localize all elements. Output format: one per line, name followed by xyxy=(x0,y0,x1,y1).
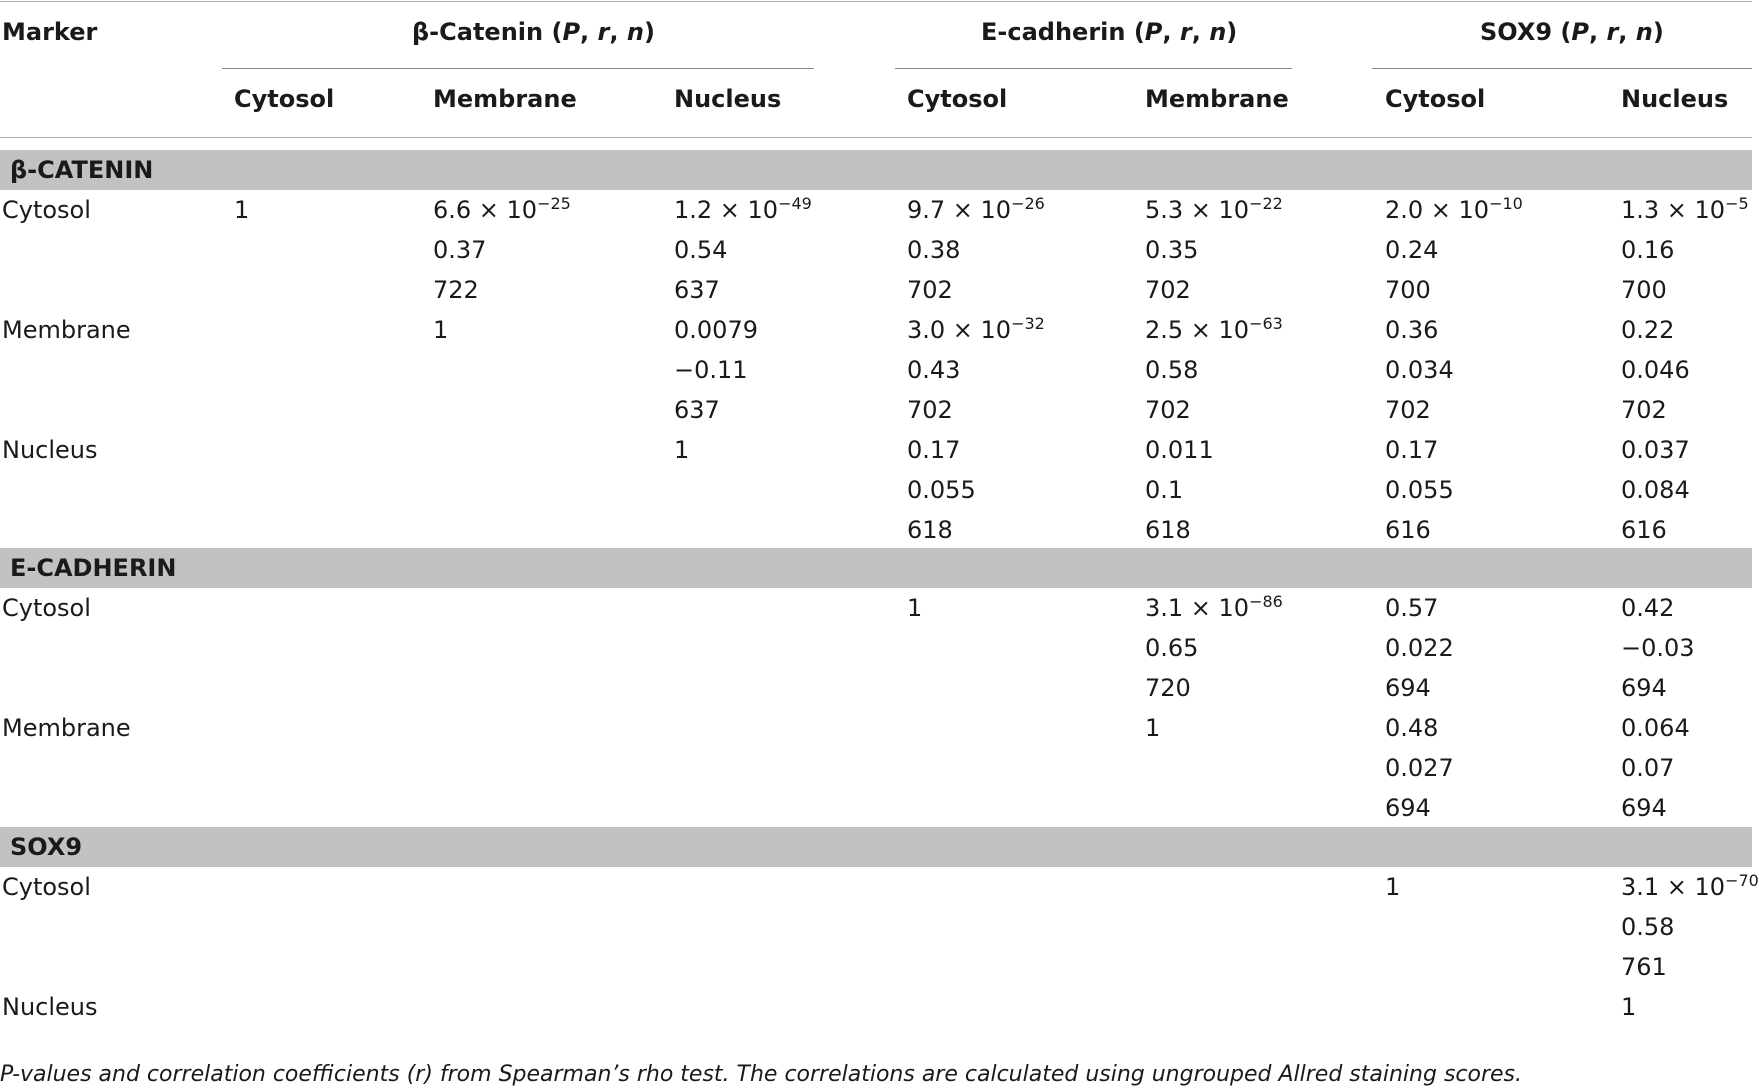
table-cell: 694 xyxy=(1385,794,1431,822)
row-label: Membrane xyxy=(2,316,131,344)
table-cell: 0.43 xyxy=(907,356,961,384)
table-cell: 1 xyxy=(907,594,923,622)
table-cell: 702 xyxy=(907,276,953,304)
table-cell xyxy=(1385,190,1523,230)
table-cell: 694 xyxy=(1385,674,1431,702)
p-value-mantissa: 3.0 × 10 xyxy=(907,316,1012,344)
p-value-mantissa: 3.1 × 10 xyxy=(1145,594,1250,622)
p-value-mantissa: 2.5 × 10 xyxy=(1145,316,1250,344)
table-cell xyxy=(433,190,571,230)
table-cell: 0.37 xyxy=(433,236,487,264)
p-value-mantissa: 3.1 × 10 xyxy=(1621,873,1726,901)
table-cell xyxy=(1145,588,1283,628)
section-band xyxy=(0,827,1752,867)
table-cell: 0.38 xyxy=(907,236,961,264)
table-cell: 0.07 xyxy=(1621,754,1675,782)
p-value-exponent: −32 xyxy=(1011,314,1045,333)
table-cell: 0.57 xyxy=(1385,594,1439,622)
row-label: Nucleus xyxy=(2,436,98,464)
subcolumn-header: Cytosol xyxy=(1385,85,1486,113)
group-stat: (P, r, n) xyxy=(1133,18,1238,46)
table-cell: 694 xyxy=(1621,794,1667,822)
table-top-rule xyxy=(0,1,1752,2)
group-stat: (P, r, n) xyxy=(551,18,655,46)
table-cell: 0.58 xyxy=(1145,356,1199,384)
table-cell xyxy=(674,190,812,230)
subcolumn-header: Nucleus xyxy=(1621,85,1729,113)
row-label: Membrane xyxy=(2,714,131,742)
p-value-mantissa: 5.3 × 10 xyxy=(1145,196,1250,224)
group-name: SOX9 xyxy=(1480,18,1553,46)
table-cell: 1 xyxy=(1621,993,1637,1021)
p-value-mantissa: 2.0 × 10 xyxy=(1385,196,1490,224)
table-cell: 0.42 xyxy=(1621,594,1675,622)
table-cell: 0.064 xyxy=(1621,714,1690,742)
subcolumn-header: Membrane xyxy=(1145,85,1289,113)
p-value-exponent: −22 xyxy=(1249,194,1283,213)
table-cell: 0.011 xyxy=(1145,436,1214,464)
table-cell: 700 xyxy=(1621,276,1667,304)
table-cell: 1 xyxy=(1145,714,1161,742)
group-header-sox9 xyxy=(1480,18,1664,46)
row-label: Cytosol xyxy=(2,873,91,901)
table-cell: 616 xyxy=(1385,516,1431,544)
p-value-exponent: −10 xyxy=(1489,194,1523,213)
table-cell xyxy=(1145,190,1283,230)
subcolumn-header: Nucleus xyxy=(674,85,782,113)
group-header-e-cadherin xyxy=(981,18,1237,46)
table-cell: 0.54 xyxy=(674,236,728,264)
subcolumn-header: Cytosol xyxy=(234,85,335,113)
table-cell: −0.11 xyxy=(674,356,748,384)
table-cell: 720 xyxy=(1145,674,1191,702)
table-cell: 0.17 xyxy=(1385,436,1439,464)
table-cell: 700 xyxy=(1385,276,1431,304)
subcolumn-header: Cytosol xyxy=(907,85,1008,113)
p-value-exponent: −25 xyxy=(537,194,571,213)
table-cell: 0.16 xyxy=(1621,236,1675,264)
table-cell: 0.055 xyxy=(1385,476,1454,504)
header-bottom-rule xyxy=(0,137,1752,138)
spanner-rule-e-cadherin xyxy=(895,68,1292,69)
table-cell: 0.0079 xyxy=(674,316,758,344)
table-cell: 618 xyxy=(907,516,953,544)
table-cell: 1 xyxy=(433,316,449,344)
table-cell: 0.24 xyxy=(1385,236,1439,264)
row-label: Cytosol xyxy=(2,196,91,224)
table-cell: 0.084 xyxy=(1621,476,1690,504)
section-title: β-CATENIN xyxy=(10,156,154,184)
table-cell: 0.022 xyxy=(1385,634,1454,662)
table-cell xyxy=(1621,867,1759,907)
table-cell: 0.36 xyxy=(1385,316,1439,344)
group-stat: (P, r, n) xyxy=(1560,18,1664,46)
p-value-mantissa: 1.3 × 10 xyxy=(1621,196,1726,224)
table-cell: 1 xyxy=(674,436,690,464)
table-cell xyxy=(1621,190,1749,230)
subcolumn-header: Membrane xyxy=(433,85,577,113)
table-cell xyxy=(1145,310,1283,350)
table-cell: 0.027 xyxy=(1385,754,1454,782)
spanner-rule-sox9 xyxy=(1372,68,1752,69)
section-title: E-CADHERIN xyxy=(10,554,177,582)
table-cell: 702 xyxy=(1145,276,1191,304)
table-cell: 0.034 xyxy=(1385,356,1454,384)
table-cell: 0.22 xyxy=(1621,316,1675,344)
table-footnote: P-values and correlation coefficients (r) from Spearman’s rho test. The correlations are calculated using ungrouped Allred staining scores. xyxy=(0,1062,1522,1087)
p-value-exponent: −49 xyxy=(778,194,812,213)
table-cell: 616 xyxy=(1621,516,1667,544)
p-value-exponent: −63 xyxy=(1249,314,1283,333)
table-cell: 0.17 xyxy=(907,436,961,464)
table-cell xyxy=(907,190,1045,230)
table-cell: 637 xyxy=(674,276,720,304)
section-title: SOX9 xyxy=(10,833,83,861)
p-value-mantissa: 1.2 × 10 xyxy=(674,196,779,224)
table-cell: 1 xyxy=(234,196,250,224)
spanner-rule-beta-catenin xyxy=(222,68,814,69)
section-band xyxy=(0,150,1752,190)
group-header-beta-catenin xyxy=(412,18,655,46)
table-cell: 0.65 xyxy=(1145,634,1199,662)
table-cell: 0.037 xyxy=(1621,436,1690,464)
table-cell: 0.35 xyxy=(1145,236,1199,264)
marker-header: Marker xyxy=(2,18,98,46)
group-name: β-Catenin xyxy=(412,18,544,46)
table-cell: 694 xyxy=(1621,674,1667,702)
table-cell: −0.03 xyxy=(1621,634,1695,662)
table-cell: 637 xyxy=(674,396,720,424)
p-value-mantissa: 9.7 × 10 xyxy=(907,196,1012,224)
table-cell: 618 xyxy=(1145,516,1191,544)
p-value-mantissa: 6.6 × 10 xyxy=(433,196,538,224)
row-label: Cytosol xyxy=(2,594,91,622)
table-cell: 0.58 xyxy=(1621,913,1675,941)
table-cell xyxy=(907,310,1045,350)
p-value-exponent: −70 xyxy=(1725,871,1759,890)
table-cell: 761 xyxy=(1621,953,1667,981)
table-cell: 702 xyxy=(1385,396,1431,424)
p-value-exponent: −5 xyxy=(1725,194,1749,213)
table-cell: 702 xyxy=(1621,396,1667,424)
table-cell: 702 xyxy=(907,396,953,424)
group-name: E-cadherin xyxy=(981,18,1126,46)
section-band xyxy=(0,548,1752,588)
p-value-exponent: −26 xyxy=(1011,194,1045,213)
table-cell: 1 xyxy=(1385,873,1401,901)
table-cell: 0.055 xyxy=(907,476,976,504)
table-cell: 0.046 xyxy=(1621,356,1690,384)
p-value-exponent: −86 xyxy=(1249,592,1283,611)
table-cell: 722 xyxy=(433,276,479,304)
table-cell: 0.1 xyxy=(1145,476,1184,504)
table-cell: 702 xyxy=(1145,396,1191,424)
row-label: Nucleus xyxy=(2,993,98,1021)
table-cell: 0.48 xyxy=(1385,714,1439,742)
